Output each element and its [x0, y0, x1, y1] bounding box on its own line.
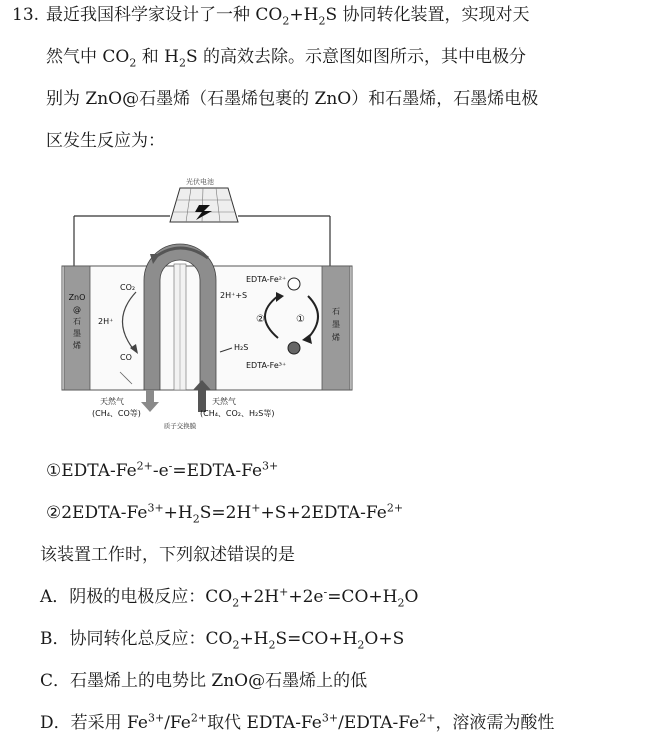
- solar-label: 光伏电池: [186, 178, 214, 186]
- fe2-circle-icon: [288, 278, 300, 290]
- option-a[interactable]: A．阴极的电极反应：$CO_2+2H^++2e^-=CO+H_2O$: [40, 585, 419, 610]
- gas-left-composition: (CH₄、CO等): [92, 409, 141, 418]
- gas-outlet-arrow-icon: [141, 390, 159, 412]
- option-d[interactable]: D．若采用 $Fe^{3+}/Fe^{2+}$取代 EDTA-$Fe^{3+}/EDTA-Fe^{2+}$，溶液需为酸性: [40, 711, 555, 733]
- left-electrode-label: @: [73, 305, 81, 314]
- right-electrode-label: 墨: [332, 320, 340, 329]
- fe3-label: EDTA-Fe³⁺: [246, 361, 287, 370]
- fe3-circle-icon: [288, 342, 300, 354]
- fe2-label: EDTA-Fe²⁺: [246, 275, 287, 284]
- left-electrode-label: ZnO: [68, 293, 86, 302]
- solar-panel-icon: [170, 188, 238, 222]
- proton-exchange-membrane: [144, 244, 216, 390]
- right-electrode-label: 烯: [332, 333, 340, 342]
- co2-label: CO₂: [120, 283, 136, 292]
- membrane-label: 质子交换膜: [163, 422, 197, 430]
- stem-line: 然气中 $CO_2$ 和 $H_2S$ 的高效去除。示意图如图所示，其中电极分: [46, 47, 527, 70]
- stem-line: 最近我国科学家设计了一种 $CO_2+H_2S$ 协同转化装置，实现对天: [46, 5, 530, 28]
- reaction-2: $②2EDTA-Fe^{3+}+H_2S=2H^++S+2EDTA-Fe^{2+}$: [46, 501, 404, 526]
- h-plus-label: 2H⁺: [98, 317, 114, 326]
- question-number: 13.: [12, 5, 40, 25]
- stem-line: 别为 ZnO@石墨烯（石墨烯包裹的 ZnO）和石墨烯，石墨烯电极: [46, 89, 539, 109]
- stem-line: 区发生反应为：: [46, 131, 165, 151]
- option-c[interactable]: C．石墨烯上的电势比 ZnO@石墨烯上的低: [40, 671, 368, 691]
- right-electrode-label: 石: [332, 307, 340, 316]
- co-label: CO: [120, 353, 132, 362]
- step-1-label: ①: [296, 314, 305, 325]
- reaction-1: ①EDTA-$Fe^{2+}-e^-=EDTA-Fe^{3+}$: [46, 459, 279, 481]
- h2s-label: H₂S: [234, 343, 249, 352]
- left-electrode-label: 烯: [73, 341, 81, 350]
- apparatus-diagram: [40, 172, 380, 434]
- left-electrode-label: 石: [73, 317, 81, 326]
- gas-right-composition: (CH₄、CO₂、H₂S等): [200, 409, 275, 418]
- gas-left-label: 天然气: [100, 397, 124, 406]
- question-prompt: 该装置工作时，下列叙述错误的是: [40, 545, 295, 565]
- left-electrode: [64, 266, 90, 390]
- step-2-label: ②: [256, 314, 265, 325]
- h-s-label: 2H⁺+S: [220, 291, 248, 300]
- gas-right-label: 天然气: [212, 397, 236, 406]
- option-b[interactable]: B．协同转化总反应：$CO_2+H_2S=CO+H_2O+S$: [40, 629, 405, 652]
- left-electrode-label: 墨: [73, 329, 81, 338]
